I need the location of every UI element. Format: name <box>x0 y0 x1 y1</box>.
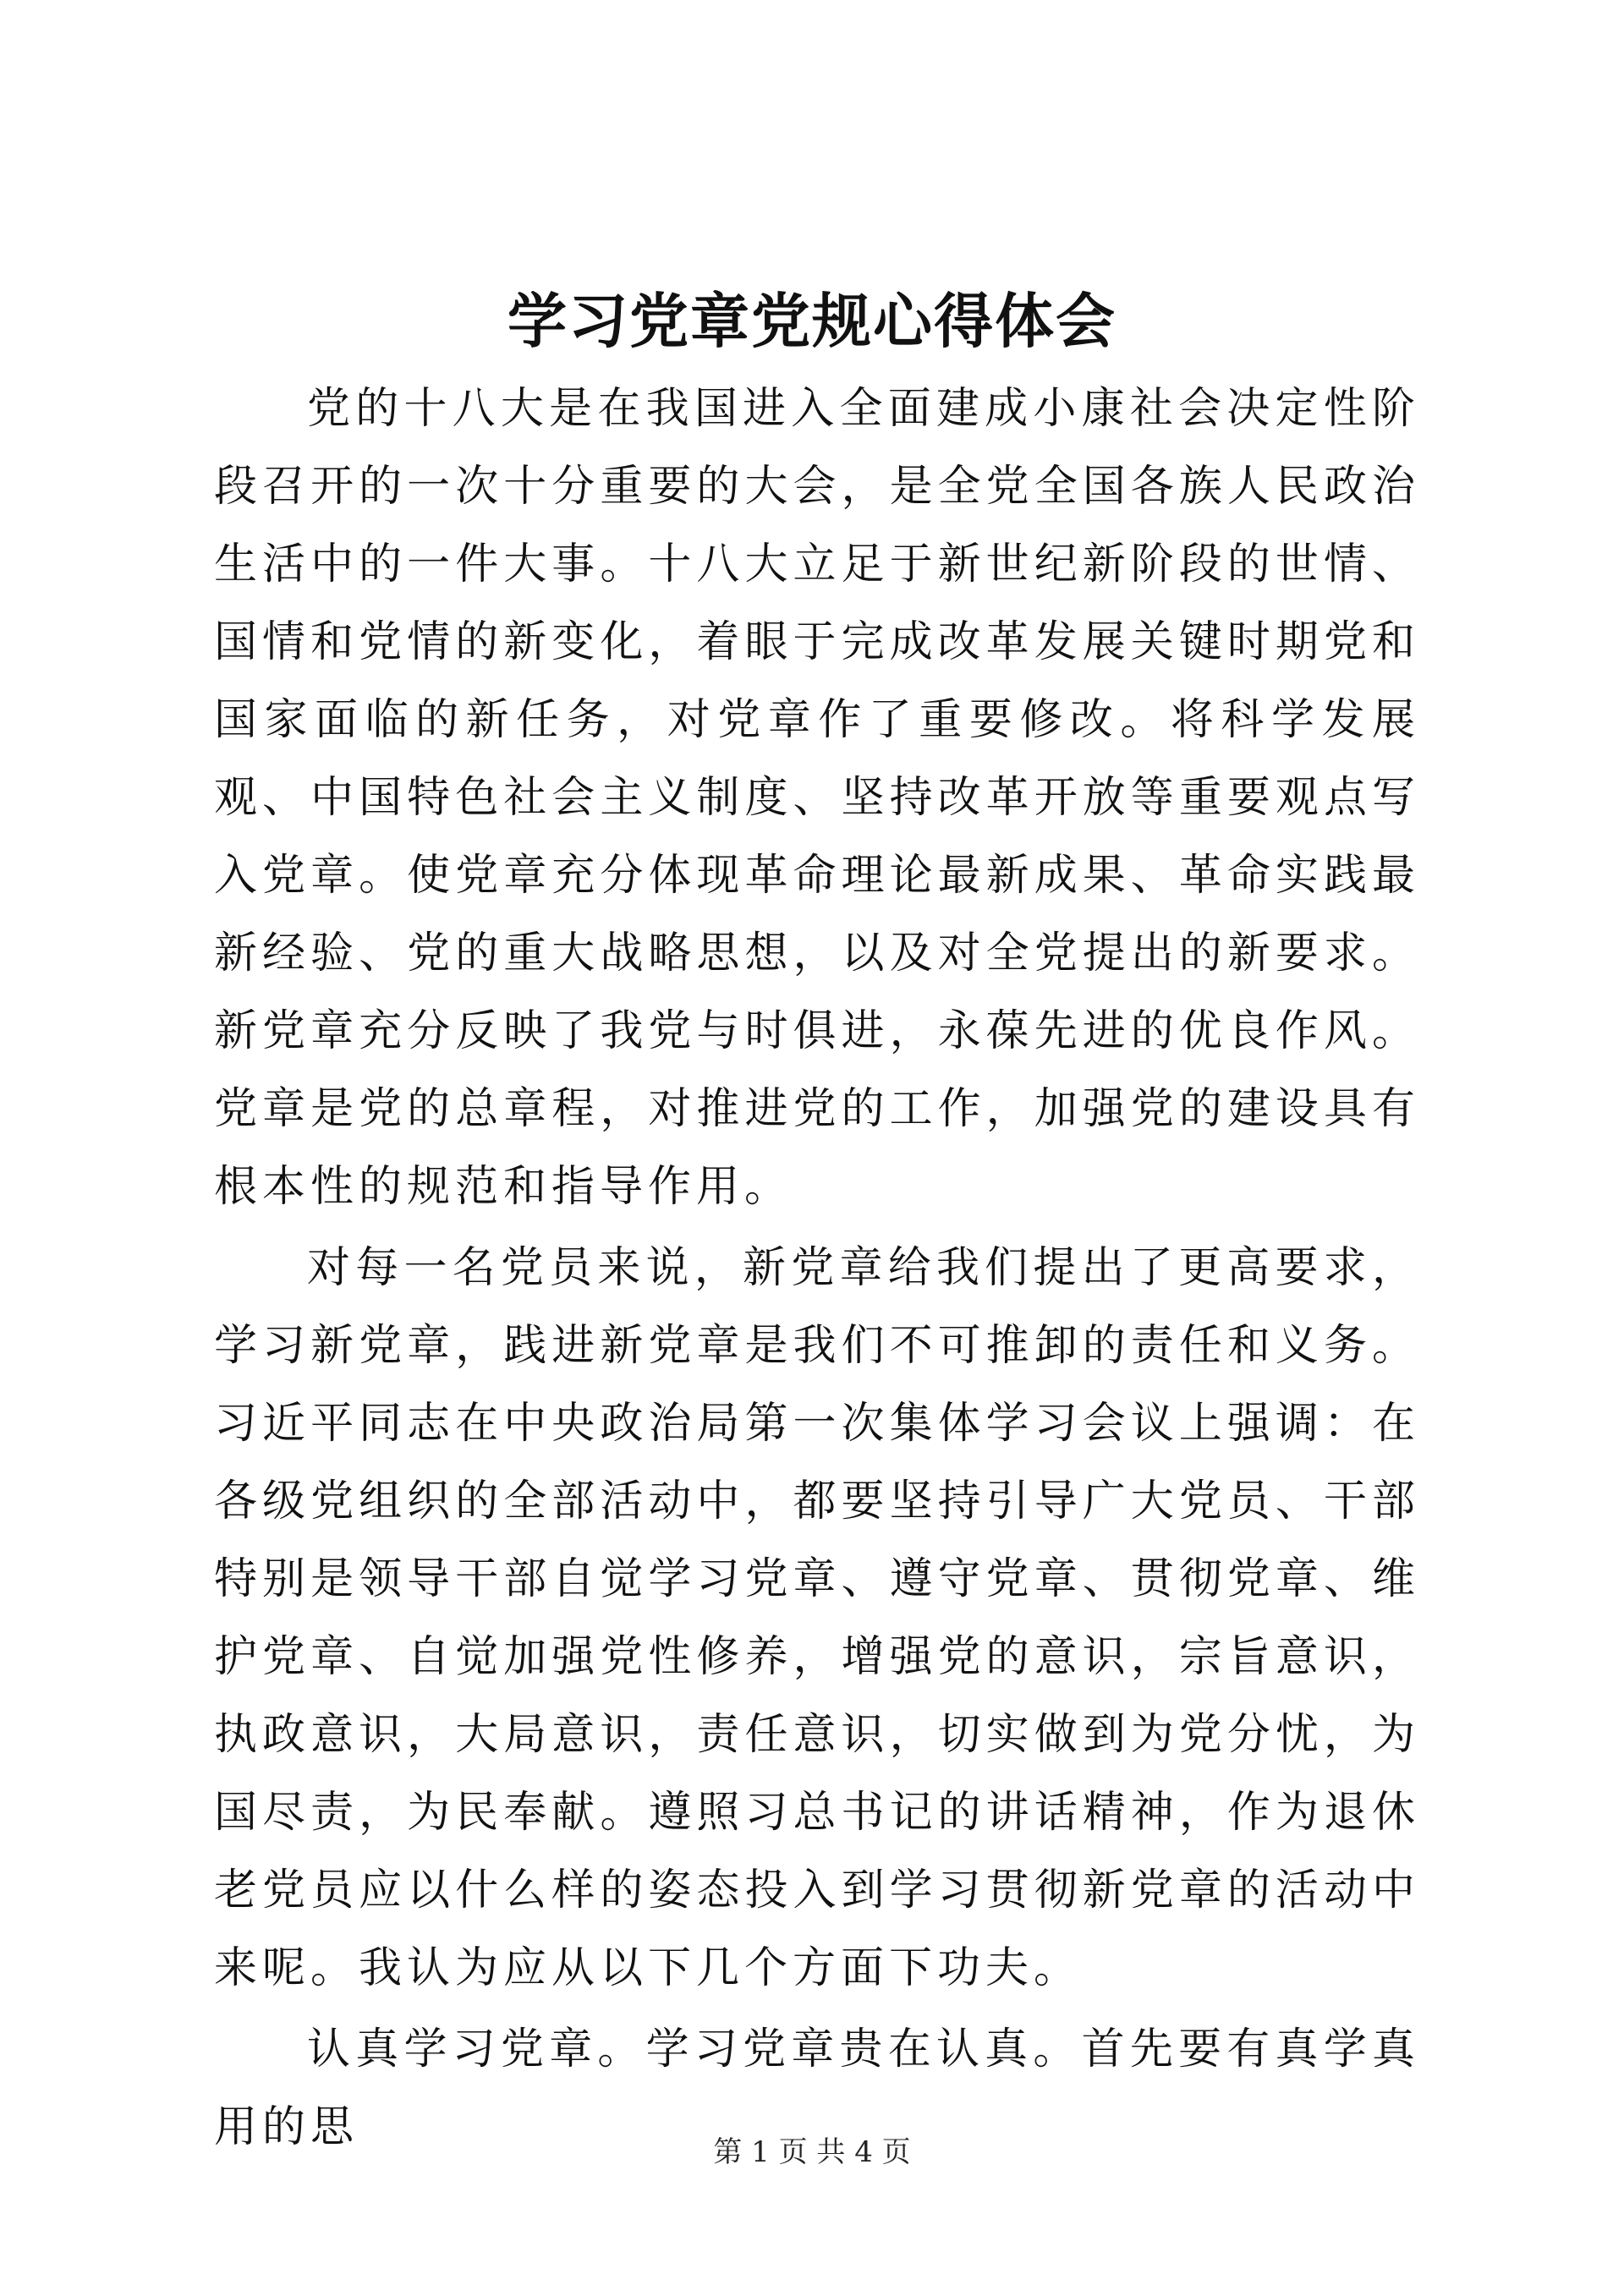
page-number: 第 1 页 共 4 页 <box>713 2135 911 2169</box>
paragraph: 党的十八大是在我国进入全面建成小康社会决定性阶段召开的一次十分重要的大会，是全党全国各族人民政治生活中的一件大事。十八大立足于新世纪新阶段的世情、国情和党情的新变化，着眼于完成改革发展关键时期党和国家面临的新任务，对党章作了重要修改。将科学发展观、中国特色社会主义制度、坚持改革开放等重要观点写入党章。使党章充分体现革命理论最新成果、革命实践最新经验、党的重大战略思想，以及对全党提出的新要求。新党章充分反映了我党与时俱进，永葆先进的优良作风。党章是党的总章程，对推进党的工作，加强党的建设具有根本性的规范和指导作用。 <box>214 384 1420 1212</box>
paragraph: 对每一名党员来说，新党章给我们提出了更高要求，学习新党章，践进新党章是我们不可推卸的责任和义务。习近平同志在中央政治局第一次集体学习会议上强调：在各级党组织的全部活动中，都要坚持引导广大党员、干部特别是领导干部自觉学习党章、遵守党章、贯彻党章、维护党章、自觉加强党性修养，增强党的意识，宗旨意识，执政意识，大局意识，责任意识，切实做到为党分忧，为国尽责，为民奉献。遵照习总书记的讲话精神，作为退休老党员应以什么样的姿态投入到学习贯彻新党章的活动中来呢。我认为应从以下几个方面下功夫。 <box>214 1243 1420 1993</box>
document-body <box>214 370 1420 2170</box>
paragraph: 认真学习党章。学习党章贵在认真。首先要有真学真用的思 <box>214 2025 1420 2152</box>
page-title: 学习党章党规心得体会 <box>508 286 1116 356</box>
